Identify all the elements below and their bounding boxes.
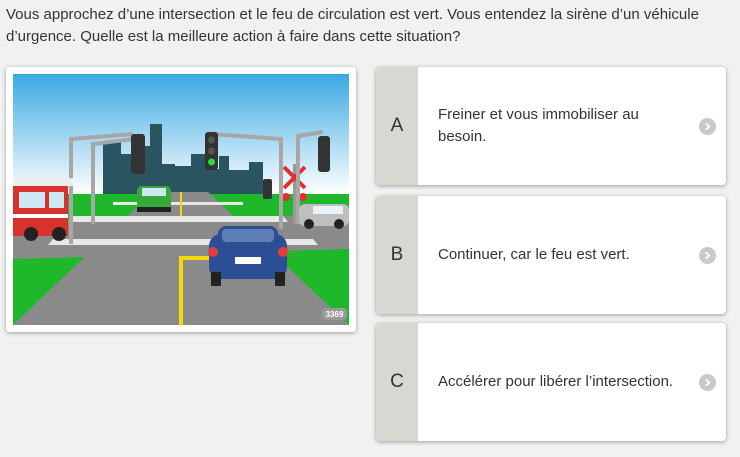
car-icon [208, 226, 288, 286]
chevron-right-icon [699, 118, 716, 135]
answer-option-c[interactable] [376, 323, 726, 441]
chevron-right-icon [699, 374, 716, 391]
answer-option-b[interactable] [376, 196, 726, 314]
fire-truck-icon [13, 178, 73, 241]
question-text: Vous approchez d’une intersection et le feu de circulation est vert. Vous entendez la sirène d’un véhicule d’urgence. Quelle est la meilleure action à faire dans cette situation? [6, 6, 699, 45]
scene-image-card [6, 67, 356, 332]
option-letter: B [376, 196, 418, 314]
option-text: Freiner et vous immobiliser au besoin. [438, 106, 639, 145]
image-code-badge: 3369 [325, 310, 344, 319]
option-text: Accélérer pour libérer l’intersection. [438, 373, 674, 390]
option-letter: C [376, 323, 418, 441]
intersection-scene-image [13, 74, 349, 325]
car-icon [137, 186, 171, 212]
option-text: Continuer, car le feu est vert. [438, 246, 630, 263]
answer-option-a[interactable] [376, 67, 726, 185]
option-letter: A [376, 67, 418, 185]
chevron-right-icon [699, 247, 716, 264]
